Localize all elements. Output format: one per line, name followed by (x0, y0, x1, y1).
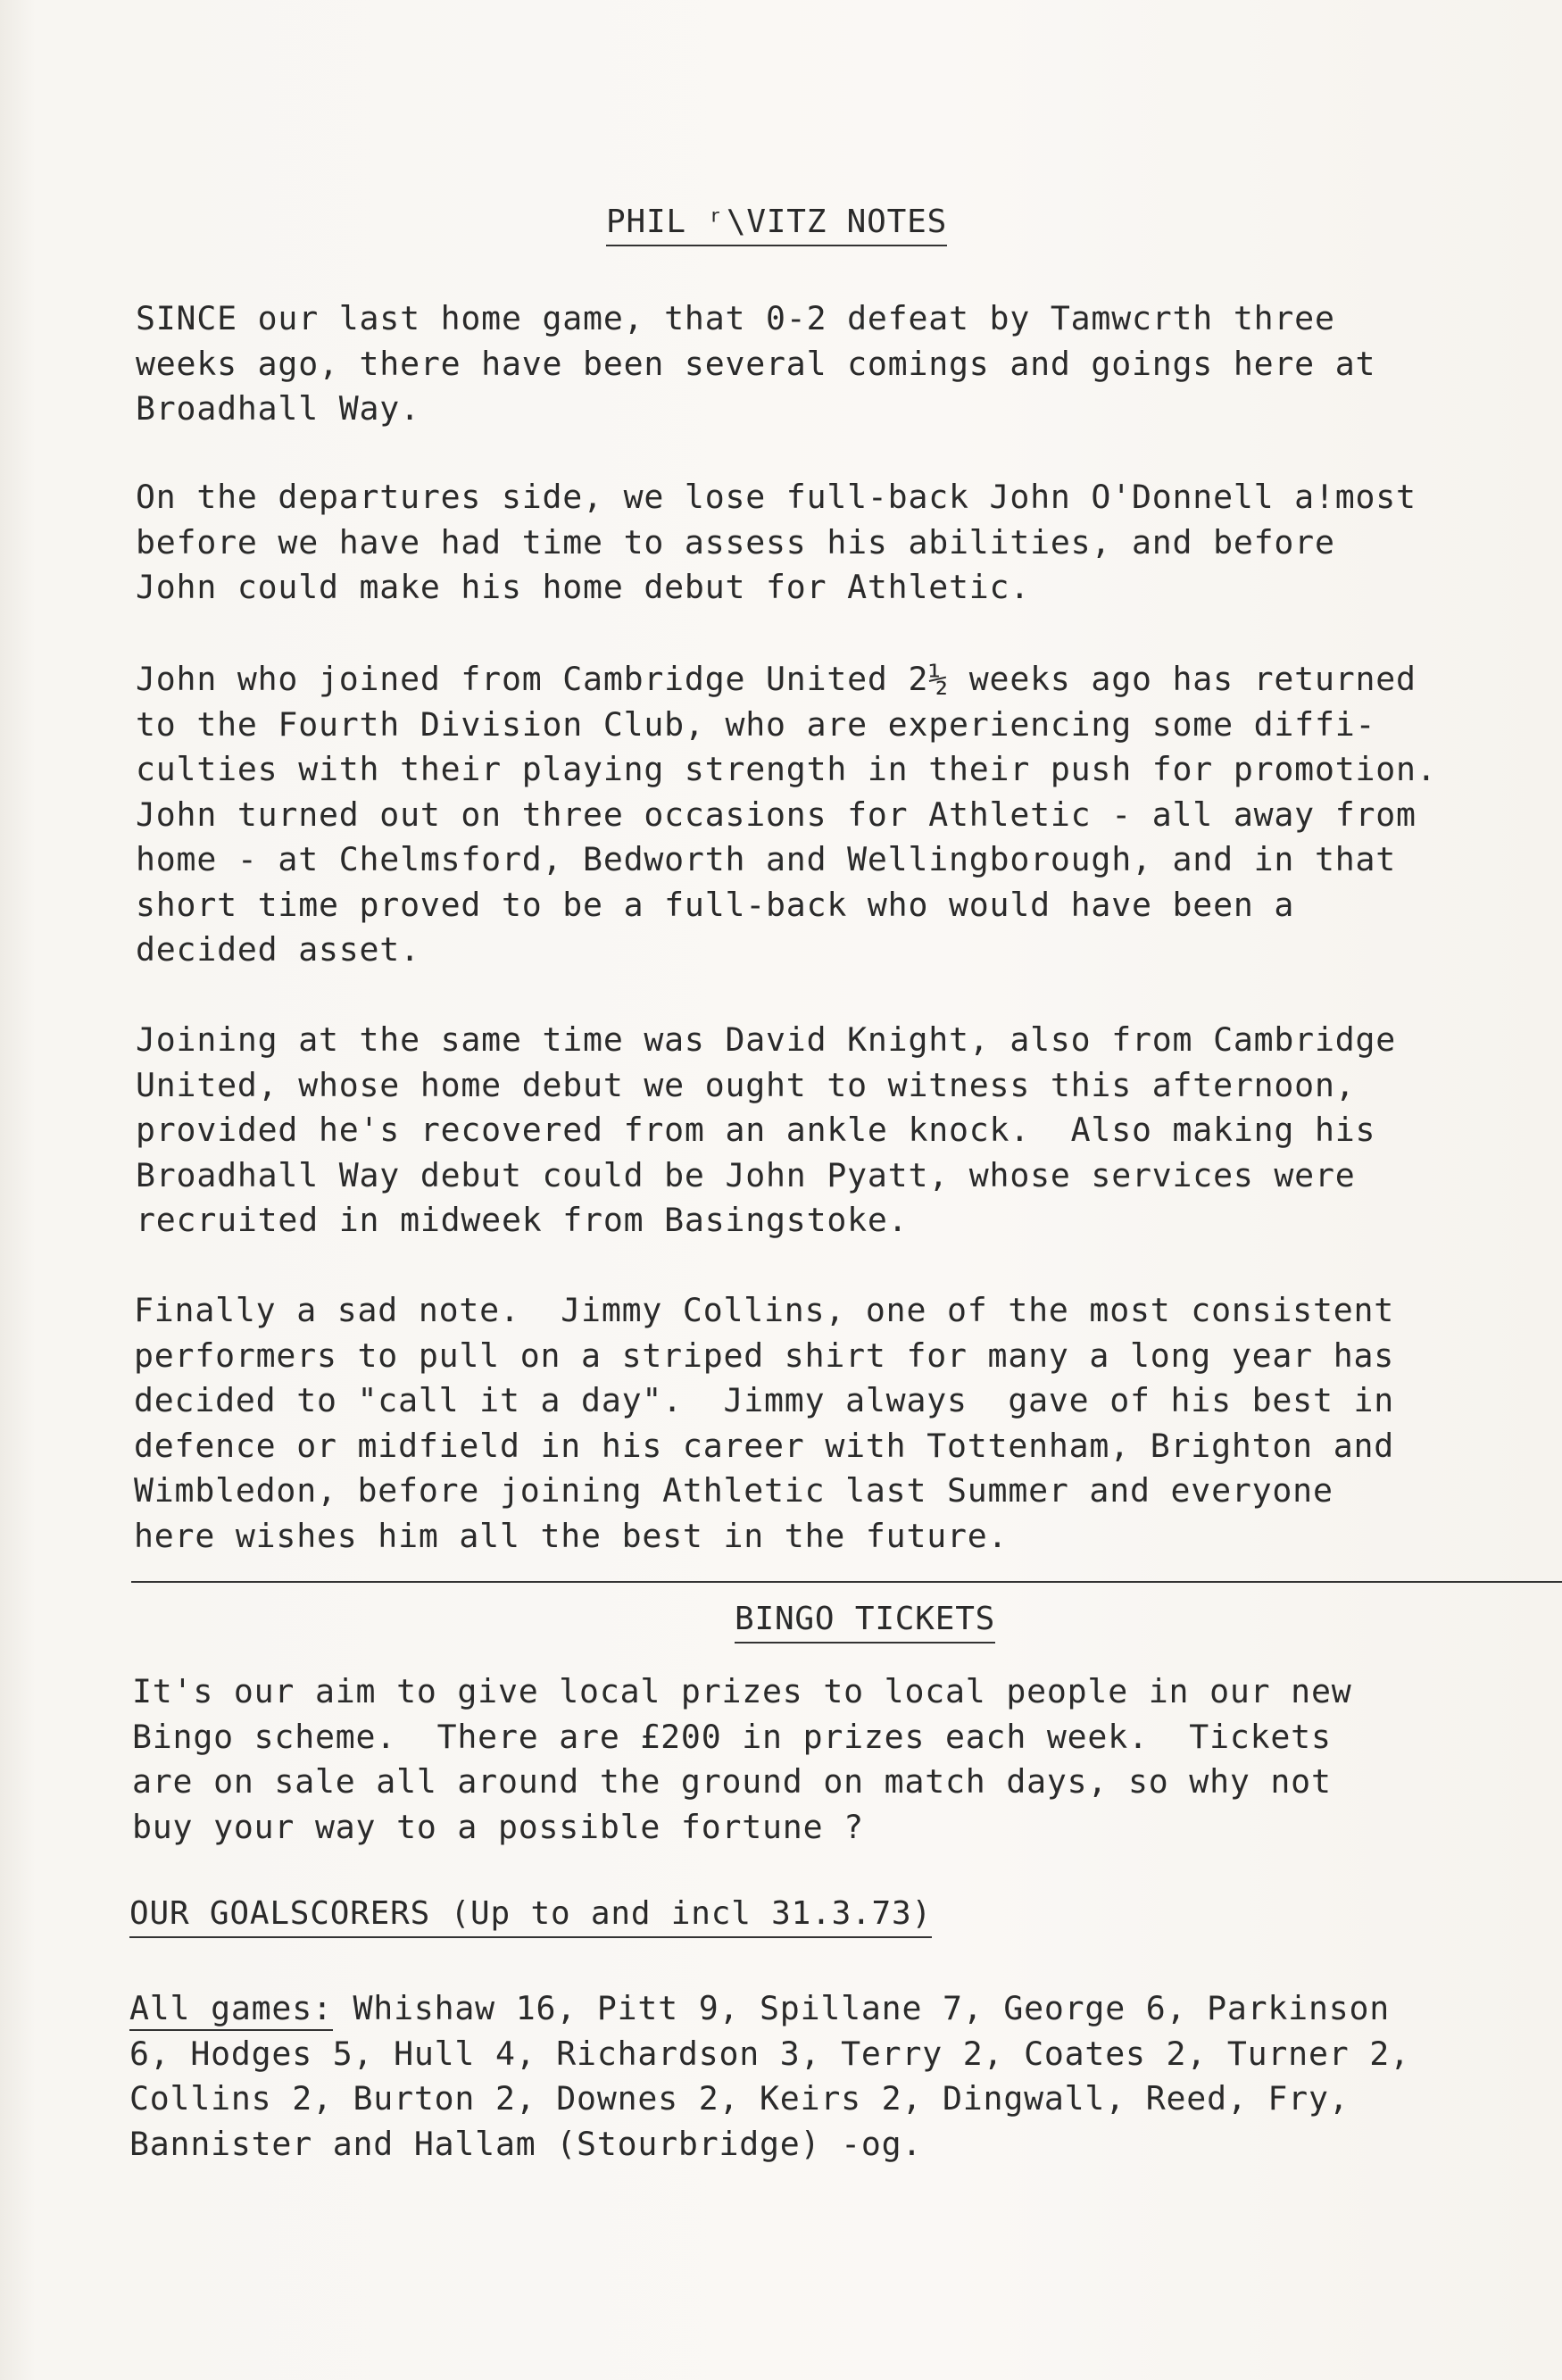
text-line: John who joined from Cambridge United 2½ weeks ago has returned (136, 660, 1417, 698)
text-line: weeks ago, there have been several comings and goings here at (136, 344, 1376, 383)
goalscorers-title: OUR GOALSCORERS (Up to and incl 31.3.73) (129, 1895, 932, 1938)
bingo-title: BINGO TICKETS (735, 1601, 995, 1644)
text-line: here wishes him all the best in the future. (134, 1516, 1009, 1555)
notes-paragraph-4 (136, 1018, 1396, 1244)
text-line: John could make his home debut for Athletic. (136, 568, 1031, 606)
text-line: Broadhall Way debut could be John Pyatt, whose services were (136, 1155, 1356, 1194)
text-line: are on sale all around the ground on match days, so why not (132, 1762, 1332, 1801)
goalscorers-list (129, 1986, 1410, 2167)
text-line: Bingo scheme. There are £200 in prizes each week. Tickets (132, 1717, 1332, 1756)
text-line: Bannister and Hallam (Stourbridge) -og. (129, 2124, 923, 2163)
notes-paragraph-1 (136, 296, 1375, 432)
section-divider (131, 1581, 1562, 1583)
text-line: before we have had time to assess his abilities, and before (136, 522, 1335, 562)
text-line: Wimbledon, before joining Athletic last Summer and everyone (134, 1471, 1334, 1510)
text-line: It's our aim to give local prizes to local people in our new (132, 1672, 1352, 1710)
notes-paragraph-5 (134, 1288, 1394, 1559)
text-line: defence or midfield in his career with Tottenham, Brighton and (134, 1426, 1395, 1465)
text-line: United, whose home debut we ought to witness this afternoon, (136, 1065, 1356, 1104)
text-line: performers to pull on a striped shirt for many a long year has (134, 1336, 1395, 1375)
text-line: to the Fourth Division Club, who are experiencing some diffi- (136, 704, 1376, 744)
text-line: provided he's recovered from an ankle knock. Also making his (136, 1111, 1376, 1149)
text-line: Collins 2, Burton 2, Downes 2, Keirs 2, Dingwall, Reed, Fry, (129, 2079, 1350, 2118)
text-line: Finally a sad note. Jimmy Collins, one of the most consistent (134, 1291, 1395, 1329)
text-line: culties with their playing strength in their push for promotion. (136, 750, 1437, 788)
scorers-first-line: Whishaw 16, Pitt 9, Spillane 7, George 6, Parkinson (332, 1989, 1391, 2027)
all-games-label: All games: (129, 1989, 333, 2031)
text-line: Joining at the same time was David Knight, also from Cambridge (136, 1020, 1397, 1059)
notes-paragraph-2 (136, 475, 1417, 611)
text-line: John turned out on three occasions for Athletic - all away from (136, 795, 1417, 834)
text-line: SINCE our last home game, that 0-2 defeat by Tamwcrth three (136, 299, 1335, 337)
text-line: short time proved to be a full-back who would have been a (136, 885, 1295, 924)
text-line: On the departures side, we lose full-back John O'Donnell a!most (136, 478, 1417, 516)
notes-paragraph-3 (136, 657, 1437, 973)
bingo-paragraph (132, 1669, 1352, 1850)
text-line (129, 1986, 1410, 2032)
text-line: Broadhall Way. (136, 389, 420, 428)
text-line: buy your way to a possible fortune ? (132, 1807, 864, 1846)
text-line: 6, Hodges 5, Hull 4, Richardson 3, Terry 2, Coates 2, Turner 2, (129, 2034, 1410, 2073)
text-line: decided asset. (136, 930, 420, 969)
text-line: decided to "call it a day". Jimmy always gave of his best in (134, 1381, 1395, 1419)
text-line: recruited in midweek from Basingstoke. (136, 1201, 909, 1239)
notes-title: PHIL ʳ\VITZ NOTES (606, 204, 947, 246)
text-line: home - at Chelmsford, Bedworth and Wellingborough, and in that (136, 840, 1397, 878)
